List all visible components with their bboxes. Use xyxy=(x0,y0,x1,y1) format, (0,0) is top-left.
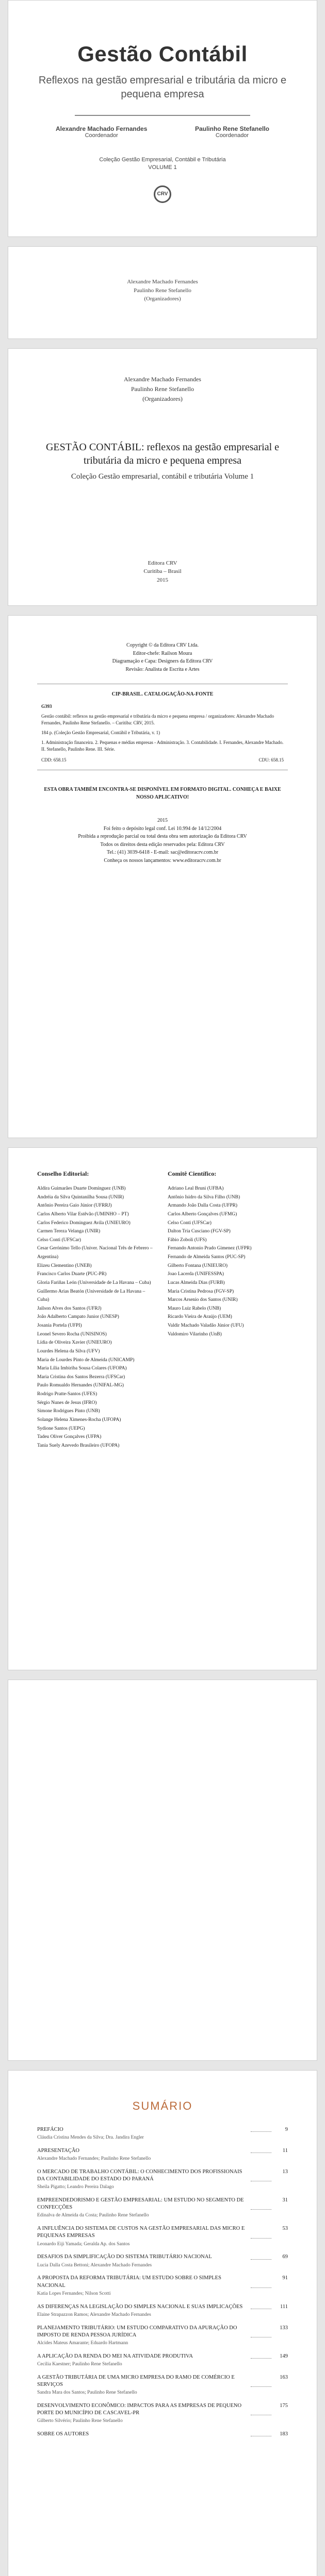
council-member: Maria Lília Imbiriba Sousa Colares (UFOPA) xyxy=(37,1366,127,1371)
title-page-imprint xyxy=(37,559,288,585)
toc-title: DESAFIOS DA SIMPLIFICAÇÃO DO SISTEMA TRIBUTÁRIO NACIONAL xyxy=(37,2254,212,2260)
toc-title-row xyxy=(37,2168,288,2183)
toc-leader xyxy=(251,2402,271,2415)
blank-page xyxy=(8,1680,317,2061)
toc-page-number: 183 xyxy=(280,2431,288,2437)
council-member: Elizeu Clementino (UNEB) xyxy=(37,1263,92,1268)
logo-text: CRV xyxy=(157,191,168,197)
half-title-page xyxy=(8,246,317,339)
copyright-line: Diagramação e Capa: Designers da Editora CRV xyxy=(112,658,213,664)
half-title-line: Paulinho Rene Stefanello xyxy=(134,287,191,294)
council-member: Carlos Federico Dominguez Avila (UNIEURO) xyxy=(37,1220,131,1226)
collection-line xyxy=(37,156,288,172)
cip-block xyxy=(37,684,288,770)
toc-page-number: 111 xyxy=(280,2303,288,2310)
council-member: Maria Cristina Pedrosa (FGV-SP) xyxy=(168,1289,234,1294)
toc-title-row xyxy=(37,2303,288,2311)
council-member: Dalton Tria Cusciano (FGV-SP) xyxy=(168,1229,231,1234)
council-member: Carmen Tereza Velanga (UNIR) xyxy=(37,1229,101,1234)
cip-line: Gestão contábil: reflexos na gestão empresarial e tributária da micro e pequena empresa / organizadores: Alexandre Machado Fernandes, Paulinho Rene Stefanello. – Curitiba: CRV, 2015. xyxy=(41,714,274,726)
council-member: Francisco Carlos Duarte (PUC-PR) xyxy=(37,1272,107,1277)
toc-leader xyxy=(251,2147,271,2153)
editorial-heading: Conselho Editorial: xyxy=(37,1170,89,1177)
council-member: Ricardo Vieira de Araújo (UEM) xyxy=(168,1314,232,1320)
imprint-line: 2015 xyxy=(157,577,168,583)
toc-leader xyxy=(251,2253,271,2259)
footer-line: Tel.: (41) 3039-6418 - E-mail: sac@editoracrv.com.br xyxy=(106,850,219,856)
toc-page-number: 9 xyxy=(285,2127,288,2132)
toc-page-number: 69 xyxy=(282,2254,288,2260)
toc-entry[interactable] xyxy=(37,2147,288,2162)
organizer-1 xyxy=(56,125,147,139)
organizer-2 xyxy=(195,125,269,139)
toc-leader xyxy=(251,2374,271,2387)
footer-line: Conheça os nossos lançamentos: www.editoracrv.com.br xyxy=(104,857,221,863)
organizer-name: Paulinho Rene Stefanello xyxy=(194,125,269,132)
toc-authors: Edinalva de Almeida da Costa; Paulinho Rene Stefanello xyxy=(37,2213,149,2218)
table-of-contents xyxy=(37,2126,288,2438)
toc-title: A PROPOSTA DA REFORMA TRIBUTÁRIA: UM ESTUDO SOBRE O SIMPLES NACIONAL xyxy=(37,2275,221,2289)
toc-page-number: 13 xyxy=(282,2168,288,2175)
council-member: Celso Conti (UFSCar) xyxy=(37,1237,81,1243)
editorial-list xyxy=(37,1184,157,1450)
council-member: Lucas Almeida Dias (FURB) xyxy=(168,1280,225,1285)
council-member: Mauro Luiz Rabelo (UNB) xyxy=(168,1306,221,1311)
toc-title-row xyxy=(37,2253,288,2261)
collection-volume: VOLUME 1 xyxy=(148,164,177,171)
toc-title-row xyxy=(37,2402,288,2417)
council-member: Leonel Severo Rocha (UNISINOS) xyxy=(37,1331,107,1337)
toc-authors: Alexandre Machado Fernandes; Paulinho Rene Stefanello xyxy=(37,2156,151,2162)
toc-leader xyxy=(251,2303,271,2309)
crv-logo-icon xyxy=(154,185,171,203)
council-member: Tadeu Oliver Gonçalves (UFPA) xyxy=(37,1434,102,1440)
council-member: Cesar Gerónimo Tello (Univer. Nacional Três de Febrero – Argentina) xyxy=(37,1246,153,1260)
council-member: Fábio Zoboli (UFS) xyxy=(168,1237,207,1243)
toc-leader xyxy=(251,2431,271,2436)
editorial-council xyxy=(37,1168,157,1450)
toc-page-number: 149 xyxy=(280,2353,288,2359)
council-member: João Adalberto Campato Junior (UNESP) xyxy=(37,1314,119,1320)
toc-page-number: 91 xyxy=(282,2275,288,2281)
toc-title-row xyxy=(37,2126,288,2133)
imprint-line: Editora CRV xyxy=(148,560,177,566)
toc-leader xyxy=(251,2197,271,2210)
toc-entry[interactable] xyxy=(37,2253,288,2268)
toc-authors: Cláudia Cristina Mendes da Silva; Dra. Jandira Engler xyxy=(37,2135,144,2141)
toc-authors: Sandra Mara dos Santos; Paulinho Rene Stefanello xyxy=(37,2390,137,2396)
footer-line: 2015 xyxy=(157,818,168,824)
copyright-lines xyxy=(37,641,288,673)
digital-notice: ESTA OBRA TAMBÉM ENCONTRA-SE DISPONÍVEL EM FORMATO DIGITAL. CONHEÇA E BAIXE NOSSO APLICATIVO! xyxy=(44,787,281,801)
council-member: Antônio Isidro da Silva Filho (UNB) xyxy=(168,1194,240,1200)
council-member: Rodrigo Pratte-Santos (UFES) xyxy=(37,1392,98,1397)
toc-authors: Lucia Dalla Costa Bettoni; Alexandre Machado Fernandes xyxy=(37,2262,152,2268)
toc-authors: Cecilia Kaestner; Paulinho Rene Stefanello xyxy=(37,2361,122,2367)
scientific-heading: Comitê Científico: xyxy=(168,1170,217,1177)
toc-title-row xyxy=(37,2325,288,2339)
council-member: Joao Lacerda (UNIFESSPA) xyxy=(168,1272,224,1277)
toc-title: A GESTÃO TRIBUTÁRIA DE UMA MICRO EMPRESA DO RAMO DE COMÉRCIO E SERVIÇOS xyxy=(37,2374,235,2387)
footer-line: Proibida a reprodução parcial ou total desta obra sem autorização da Editora CRV xyxy=(78,834,247,840)
toc-entry[interactable] xyxy=(37,2197,288,2219)
toc-title: O MERCADO DE TRABALHO CONTÁBIL: O CONHECIMENTO DOS PROFISSIONAIS DA CONTABILIDADE DO ESTADO DO PARANÁ xyxy=(37,2168,242,2182)
toc-entry[interactable] xyxy=(37,2353,288,2368)
copyright-line: Editor-chefe: Railson Moura xyxy=(133,650,192,656)
cip-heading: CIP-BRASIL. CATALOGAÇÃO-NA-FONTE xyxy=(111,691,214,697)
council-member: Aldira Guimarães Duarte Domínguez (UNB) xyxy=(37,1186,126,1191)
cover-subtitle: Reflexos na gestão empresarial e tributária da micro e pequena empresa xyxy=(38,75,287,100)
council-member: Marcos Arsenio dos Santos (UNIR) xyxy=(168,1297,238,1303)
toc-page-number: 11 xyxy=(282,2147,288,2154)
toc-title: PLANEJAMENTO TRIBUTÁRIO: UM ESTUDO COMPARATIVO DA APURAÇÃO DO IMPOSTO DE RENDA PESSOA JURÍDICA xyxy=(37,2325,237,2338)
council-member: Armando João Dalla Costa (UFPR) xyxy=(168,1203,238,1209)
toc-page-number: 31 xyxy=(282,2197,288,2204)
toc-leader xyxy=(251,2225,271,2238)
summary-page xyxy=(8,2070,317,2576)
toc-leader xyxy=(251,2168,271,2181)
toc-title-row xyxy=(37,2353,288,2360)
toc-leader xyxy=(251,2353,271,2359)
toc-title-row xyxy=(37,2374,288,2388)
toc-page-number: 175 xyxy=(280,2402,288,2409)
copyright-line: Copyright © da Editora CRV Ltda. xyxy=(126,642,199,648)
title-page xyxy=(8,348,317,606)
toc-authors: Alcides Mateus Amarante; Eduardo Hartmann xyxy=(37,2340,128,2346)
organizer-role: Coordenador xyxy=(215,132,249,139)
toc-authors: Gilberto Silvério; Paulinho Rene Stefanello xyxy=(37,2418,123,2424)
cip-line: 1. Administração financeira. 2. Pequenas e médias empresas - Administração. 3. Contabilidade. I. Fernandes, Alexandre Machado. II. Stefanello, Paulinho Rene. III. Série. xyxy=(41,740,284,752)
council-member: Fernando de Almeida Santos (PUC-SP) xyxy=(168,1255,246,1260)
council-member: Carlos Alberto Gonçalves (UFMG) xyxy=(168,1211,237,1217)
title-page-name: Alexandre Machado Fernandes xyxy=(124,376,201,383)
toc-title: AS DIFERENÇAS NA LEGISLAÇÃO DO SIMPLES NACIONAL E SUAS IMPLICAÇÕES xyxy=(37,2303,243,2310)
title-page-subtitle: Coleção Gestão empresarial, contábil e tributária Volume 1 xyxy=(71,472,254,481)
cover-page xyxy=(8,0,317,237)
summary-heading: SUMÁRIO xyxy=(132,2099,193,2112)
toc-authors: Katia Lopes Fernandes; Nilson Scotti xyxy=(37,2291,111,2296)
council-member: Maria Cristina dos Santos Bezerra (UFSCar) xyxy=(37,1374,125,1380)
toc-authors: Elaine Strapazzon Ramos; Alexandre Machado Fernandes xyxy=(37,2312,151,2317)
toc-leader xyxy=(251,2126,271,2132)
toc-title-row xyxy=(37,2147,288,2155)
council-member: Valdir Machado Valadão Júnior (UFU) xyxy=(168,1323,244,1328)
copyright-footer xyxy=(37,817,288,865)
toc-entry[interactable] xyxy=(37,2374,288,2396)
toc-entry[interactable] xyxy=(37,2275,288,2297)
cip-body xyxy=(37,703,288,764)
toc-title-row xyxy=(37,2431,288,2438)
toc-entry[interactable] xyxy=(37,2431,288,2438)
toc-entry[interactable] xyxy=(37,2303,288,2318)
copyright-page xyxy=(8,615,317,1138)
toc-title: DESENVOLVIMENTO ECONÔMICO: IMPACTOS PARA AS EMPRESAS DE PEQUENO PORTE DO MUNICÍPIO DE CASCAVEL-PR xyxy=(37,2402,242,2416)
footer-line: Foi feito o depósito legal conf. Lei 10.994 de 14/12/2004 xyxy=(103,825,222,832)
toc-page-number: 53 xyxy=(282,2226,288,2232)
toc-page-number: 163 xyxy=(280,2374,288,2380)
council-member: Sydione Santos (UEPG) xyxy=(37,1426,85,1431)
council-member: Gilberto Fontana (UNIEURO) xyxy=(168,1263,228,1268)
council-member: Lourdes Helena da Silva (UFV) xyxy=(37,1348,100,1354)
half-title-line: (Organizadores) xyxy=(144,296,181,302)
toc-entry[interactable] xyxy=(37,2126,288,2141)
toc-title: SOBRE OS AUTORES xyxy=(37,2431,89,2437)
organizers xyxy=(37,125,288,139)
toc-entry[interactable] xyxy=(37,2225,288,2247)
toc-leader xyxy=(251,2275,271,2287)
councils-page xyxy=(8,1147,317,1670)
council-member: Antônio Pereira Gaio Júnior (UFRRJ) xyxy=(37,1203,112,1209)
toc-title-row xyxy=(37,2275,288,2289)
cover-title: Gestão Contábil xyxy=(77,42,248,66)
council-member: Josania Portela (UFPI) xyxy=(37,1323,82,1328)
toc-title: PREFÁCIO xyxy=(37,2127,63,2132)
cip-code: G393 xyxy=(41,704,52,709)
toc-title: APRESENTAÇÃO xyxy=(37,2147,80,2154)
council-member: Simone Rodrigues Pinto (UNB) xyxy=(37,1409,100,1414)
toc-leader xyxy=(251,2325,271,2337)
toc-title-row xyxy=(37,2197,288,2211)
council-member: Lídia de Oliveira Xavier (UNIEURO) xyxy=(37,1340,112,1346)
council-member: Carlos Alberto Vilar Estêvão (UMINHO – PT) xyxy=(37,1211,129,1217)
council-member: Gloria Fariñas León (Universidade de La Havana – Cuba) xyxy=(37,1280,151,1285)
cip-classification xyxy=(41,757,284,764)
scientific-list xyxy=(168,1184,288,1338)
cover-divider xyxy=(75,115,250,116)
council-member: Celso Conti (UFSCar) xyxy=(168,1220,212,1226)
council-member: Solange Helena Ximenes-Rocha (UFOPA) xyxy=(37,1417,121,1422)
copyright-line: Revisão: Analista de Escrita e Artes xyxy=(125,666,200,672)
imprint-line: Curitiba – Brasil xyxy=(143,568,182,575)
council-member: Andréia da Silva Quintanilha Sousa (UNIR) xyxy=(37,1194,124,1200)
toc-authors: Sheila Pigatto; Leandro Pereira Dalago xyxy=(37,2184,114,2190)
toc-page-number: 133 xyxy=(280,2325,288,2331)
council-member: Fernando Antonio Prado Gimenez (UFPR) xyxy=(168,1246,252,1251)
council-member: Sérgio Nunes de Jesus (IFRO) xyxy=(37,1400,97,1405)
organizer-role: Coordenador xyxy=(85,132,118,139)
title-page-names xyxy=(37,375,288,404)
footer-line: Todos os direitos desta edição reservados pela: Editora CRV xyxy=(100,841,225,848)
organizer-name: Alexandre Machado Fernandes xyxy=(56,125,148,132)
council-member: Paulo Romualdo Hernandes (UNIFAL-MG) xyxy=(37,1383,124,1388)
toc-title: A INFLUÊNCIA DO SISTEMA DE CUSTOS NA GESTÃO EMPRESARIAL DAS MICRO E PEQUENAS EMPRESAS xyxy=(37,2226,245,2239)
title-page-title: GESTÃO CONTÁBIL: reflexos na gestão empresarial e tributária da micro e pequena empresa xyxy=(45,441,280,466)
scientific-committee xyxy=(168,1168,288,1450)
half-title-line: Alexandre Machado Fernandes xyxy=(127,279,198,285)
council-member: Adriano Leal Bruni (UFBA) xyxy=(168,1186,224,1191)
cdu-code: CDU: 658.15 xyxy=(258,757,284,763)
toc-title: EMPREENDEDORISMO E GESTÃO EMPRESARIAL: UM ESTUDO NO SEGMENTO DE CONFECÇÕES xyxy=(37,2197,244,2211)
council-member: Guillermo Arias Beatón (Universidade de La Havana – Cuba) xyxy=(37,1289,145,1303)
council-member: Tania Suely Azevedo Brasileiro (UFOPA) xyxy=(37,1443,120,1448)
toc-title-row xyxy=(37,2225,288,2240)
cip-line: 184 p. (Coleção Gestão Empresarial, Contábil e Tributária, v. 1) xyxy=(41,730,160,736)
toc-entry[interactable] xyxy=(37,2168,288,2191)
council-columns xyxy=(37,1168,288,1450)
council-member: Maria de Lourdes Pinto de Almeida (UNICAMP) xyxy=(37,1357,135,1363)
toc-title: A APLICAÇÃO DA RENDA DO MEI NA ATIVIDADE PRODUTIVA xyxy=(37,2353,193,2359)
toc-authors: Leonardo Eiji Yamada; Geralda Ap. dos Santos xyxy=(37,2241,130,2247)
title-page-name: Paulinho Rene Stefanello xyxy=(131,385,194,393)
toc-entry[interactable] xyxy=(37,2402,288,2425)
toc-entry[interactable] xyxy=(37,2325,288,2347)
cdd-code: CDD: 658.15 xyxy=(41,757,67,763)
collection-name: Coleção Gestão Empresarial, Contábil e Tributária xyxy=(99,157,226,163)
council-member: Valdomiro Vilarinho (UnB) xyxy=(168,1331,222,1337)
council-member: Jailson Alves dos Santos (UFRJ) xyxy=(37,1306,102,1311)
title-page-name: (Organizadores) xyxy=(142,395,183,403)
